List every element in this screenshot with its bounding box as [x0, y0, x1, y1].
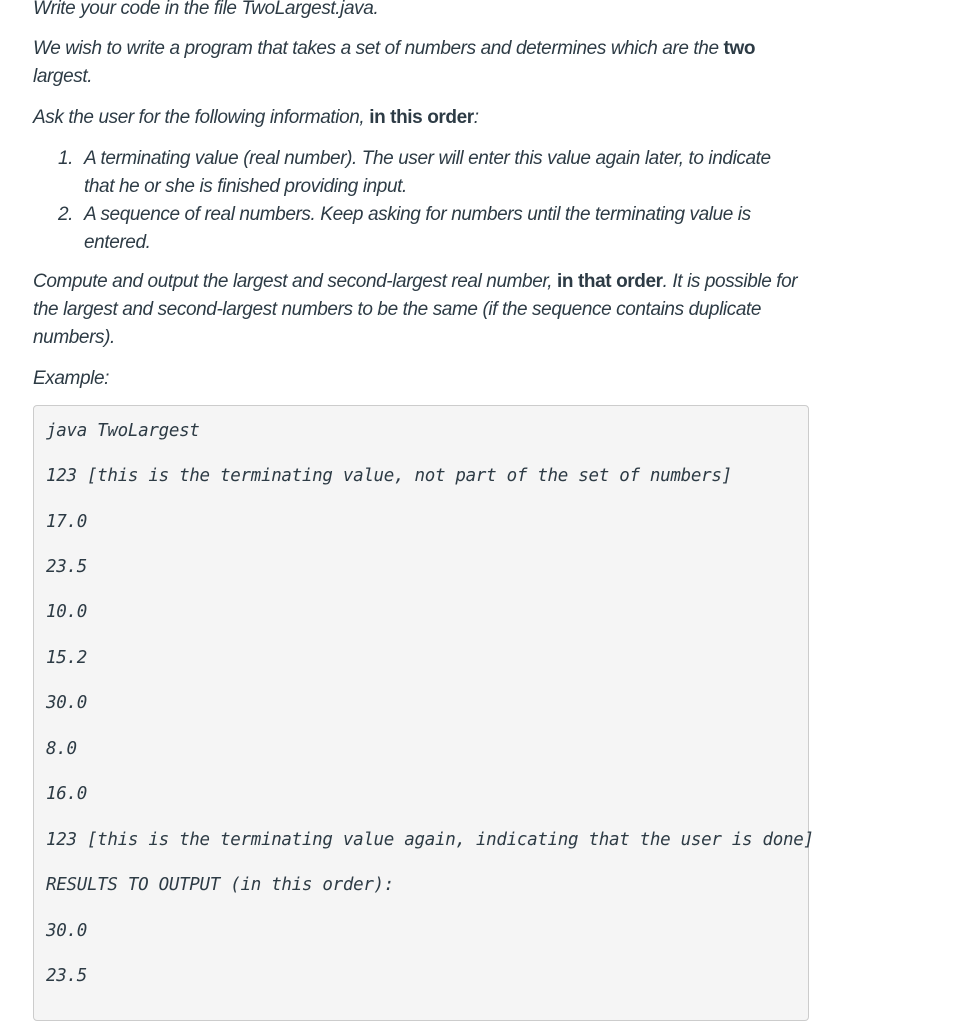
intro-bold: two	[723, 38, 756, 59]
code-line: 123 [this is the terminating value again, indicating that the user is done]	[46, 830, 814, 850]
code-line: RESULTS TO OUTPUT (in this order):	[46, 875, 395, 895]
steps-list	[33, 145, 813, 257]
list-item-number: 1.	[58, 148, 74, 169]
code-line: java TwoLargest	[46, 421, 200, 441]
code-line: 30.0	[46, 693, 87, 713]
code-line: 23.5	[46, 557, 87, 577]
code-line: 123 [this is the terminating value, not part of the set of numbers]	[46, 466, 732, 486]
code-line: 15.2	[46, 648, 87, 668]
ask-text-end: :	[473, 107, 479, 128]
ask-paragraph	[33, 104, 793, 132]
intro-text: We wish to write a program that takes a set of numbers and determines which are the	[33, 38, 724, 59]
ask-text: Ask the user for the following information,	[33, 107, 370, 128]
list-item-text: A terminating value (real number). The user will enter this value again later, to indicate that he or she is finished providing input.	[84, 148, 771, 197]
compute-text-end: . It is possible for the largest and second-largest numbers to be the same (if the sequence contains duplicate numbers).	[33, 271, 798, 348]
list-item-number: 2.	[58, 204, 74, 225]
instructions-text: Write your code in the file TwoLargest.java.	[33, 0, 379, 19]
intro-paragraph	[33, 35, 793, 91]
code-line: 10.0	[46, 602, 87, 622]
list-item-text: A sequence of real numbers. Keep asking for numbers until the terminating value is entered.	[84, 204, 751, 253]
code-line: 23.5	[46, 966, 87, 986]
intro-text-end: largest.	[33, 66, 93, 87]
example-code-block	[33, 405, 814, 1021]
list-item	[33, 201, 784, 257]
list-item	[33, 145, 784, 201]
compute-text: Compute and output the largest and second-largest real number,	[33, 271, 558, 292]
example-label: Example:	[33, 368, 110, 389]
code-line: 30.0	[46, 921, 87, 941]
compute-bold: in that order	[557, 271, 663, 292]
code-line: 16.0	[46, 784, 87, 804]
ask-bold: in this order	[369, 107, 474, 128]
compute-paragraph	[33, 268, 803, 352]
code-line: 8.0	[46, 739, 77, 759]
code-line: 17.0	[46, 512, 87, 532]
